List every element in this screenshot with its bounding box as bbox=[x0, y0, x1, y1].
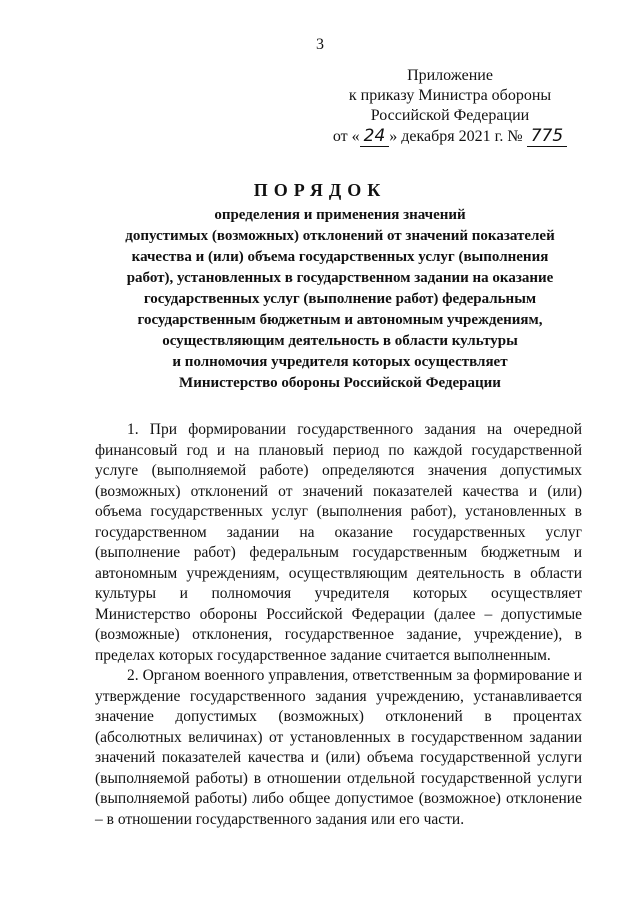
page-number: 3 bbox=[316, 36, 324, 53]
handwritten-day: 24 bbox=[360, 126, 390, 147]
appendix-date-line bbox=[310, 126, 590, 147]
subtitle-line: работ), установленных в государственном задании на оказание bbox=[126, 270, 554, 286]
document-body bbox=[95, 420, 582, 830]
handwritten-order-number: 775 bbox=[527, 126, 567, 147]
subtitle-line: осуществляющим деятельность в области культуры bbox=[162, 333, 518, 349]
date-suffix: » декабря 2021 г. № bbox=[389, 128, 523, 145]
paragraph-2: 2. Органом военного управления, ответственным за формирование и утверждение государственного задания учреждению, устанавливается значение допустимых (возможных) отклонений в процентах (абсолютных величинах) от установленных в государственном задании значений показателей качества и (или) объема государственной услуги (выполняемой работы) в отношении отдельной государственной услуги (выполняемой работы) либо общее допустимое (возможное) отклонение – в отношении государственного задания или его части. bbox=[95, 667, 582, 828]
subtitle-line: Министерство обороны Российской Федерации bbox=[179, 375, 501, 391]
appendix-line-2: к приказу Министра обороны bbox=[348, 87, 552, 104]
appendix-line-1: Приложение bbox=[407, 67, 493, 84]
paragraph-1: 1. При формировании государственного задания на очередной финансовый год и на плановый период по каждой государственной услуге (выполняемой работе) определяются значения допустимых (возможных) отклонений от значений показателей качества и (или) объема государственных услуг (выполнения работ), установленных в государственном задании на оказание государственных услуг (выполнение работ) федеральным государственным бюджетным и автономным учреждениям, осуществляющим деятельность в области культуры и полномочия учредителя которых осуществляет Министерство обороны Российской Федерации (далее – допустимые (возможные) отклонения, государственное задание, учреждение), в пределах которых государственное задание считается выполненным. bbox=[95, 421, 582, 664]
appendix-block bbox=[310, 66, 590, 147]
subtitle-line: государственным бюджетным и автономным учреждениям, bbox=[137, 312, 543, 328]
subtitle-line: качества и (или) объема государственных услуг (выполнения bbox=[131, 249, 549, 265]
document-title: ПОРЯДОК bbox=[253, 180, 387, 200]
document-subtitle bbox=[100, 205, 580, 394]
appendix-line-3: Российской Федерации bbox=[370, 107, 530, 124]
subtitle-line: и полномочия учредителя которых осуществляет bbox=[172, 354, 508, 370]
date-prefix: от « bbox=[332, 128, 360, 145]
subtitle-line: определения и применения значений bbox=[214, 207, 466, 223]
subtitle-line: государственных услуг (выполнение работ) федеральным bbox=[143, 291, 537, 307]
subtitle-line: допустимых (возможных) отклонений от значений показателей bbox=[125, 228, 555, 244]
